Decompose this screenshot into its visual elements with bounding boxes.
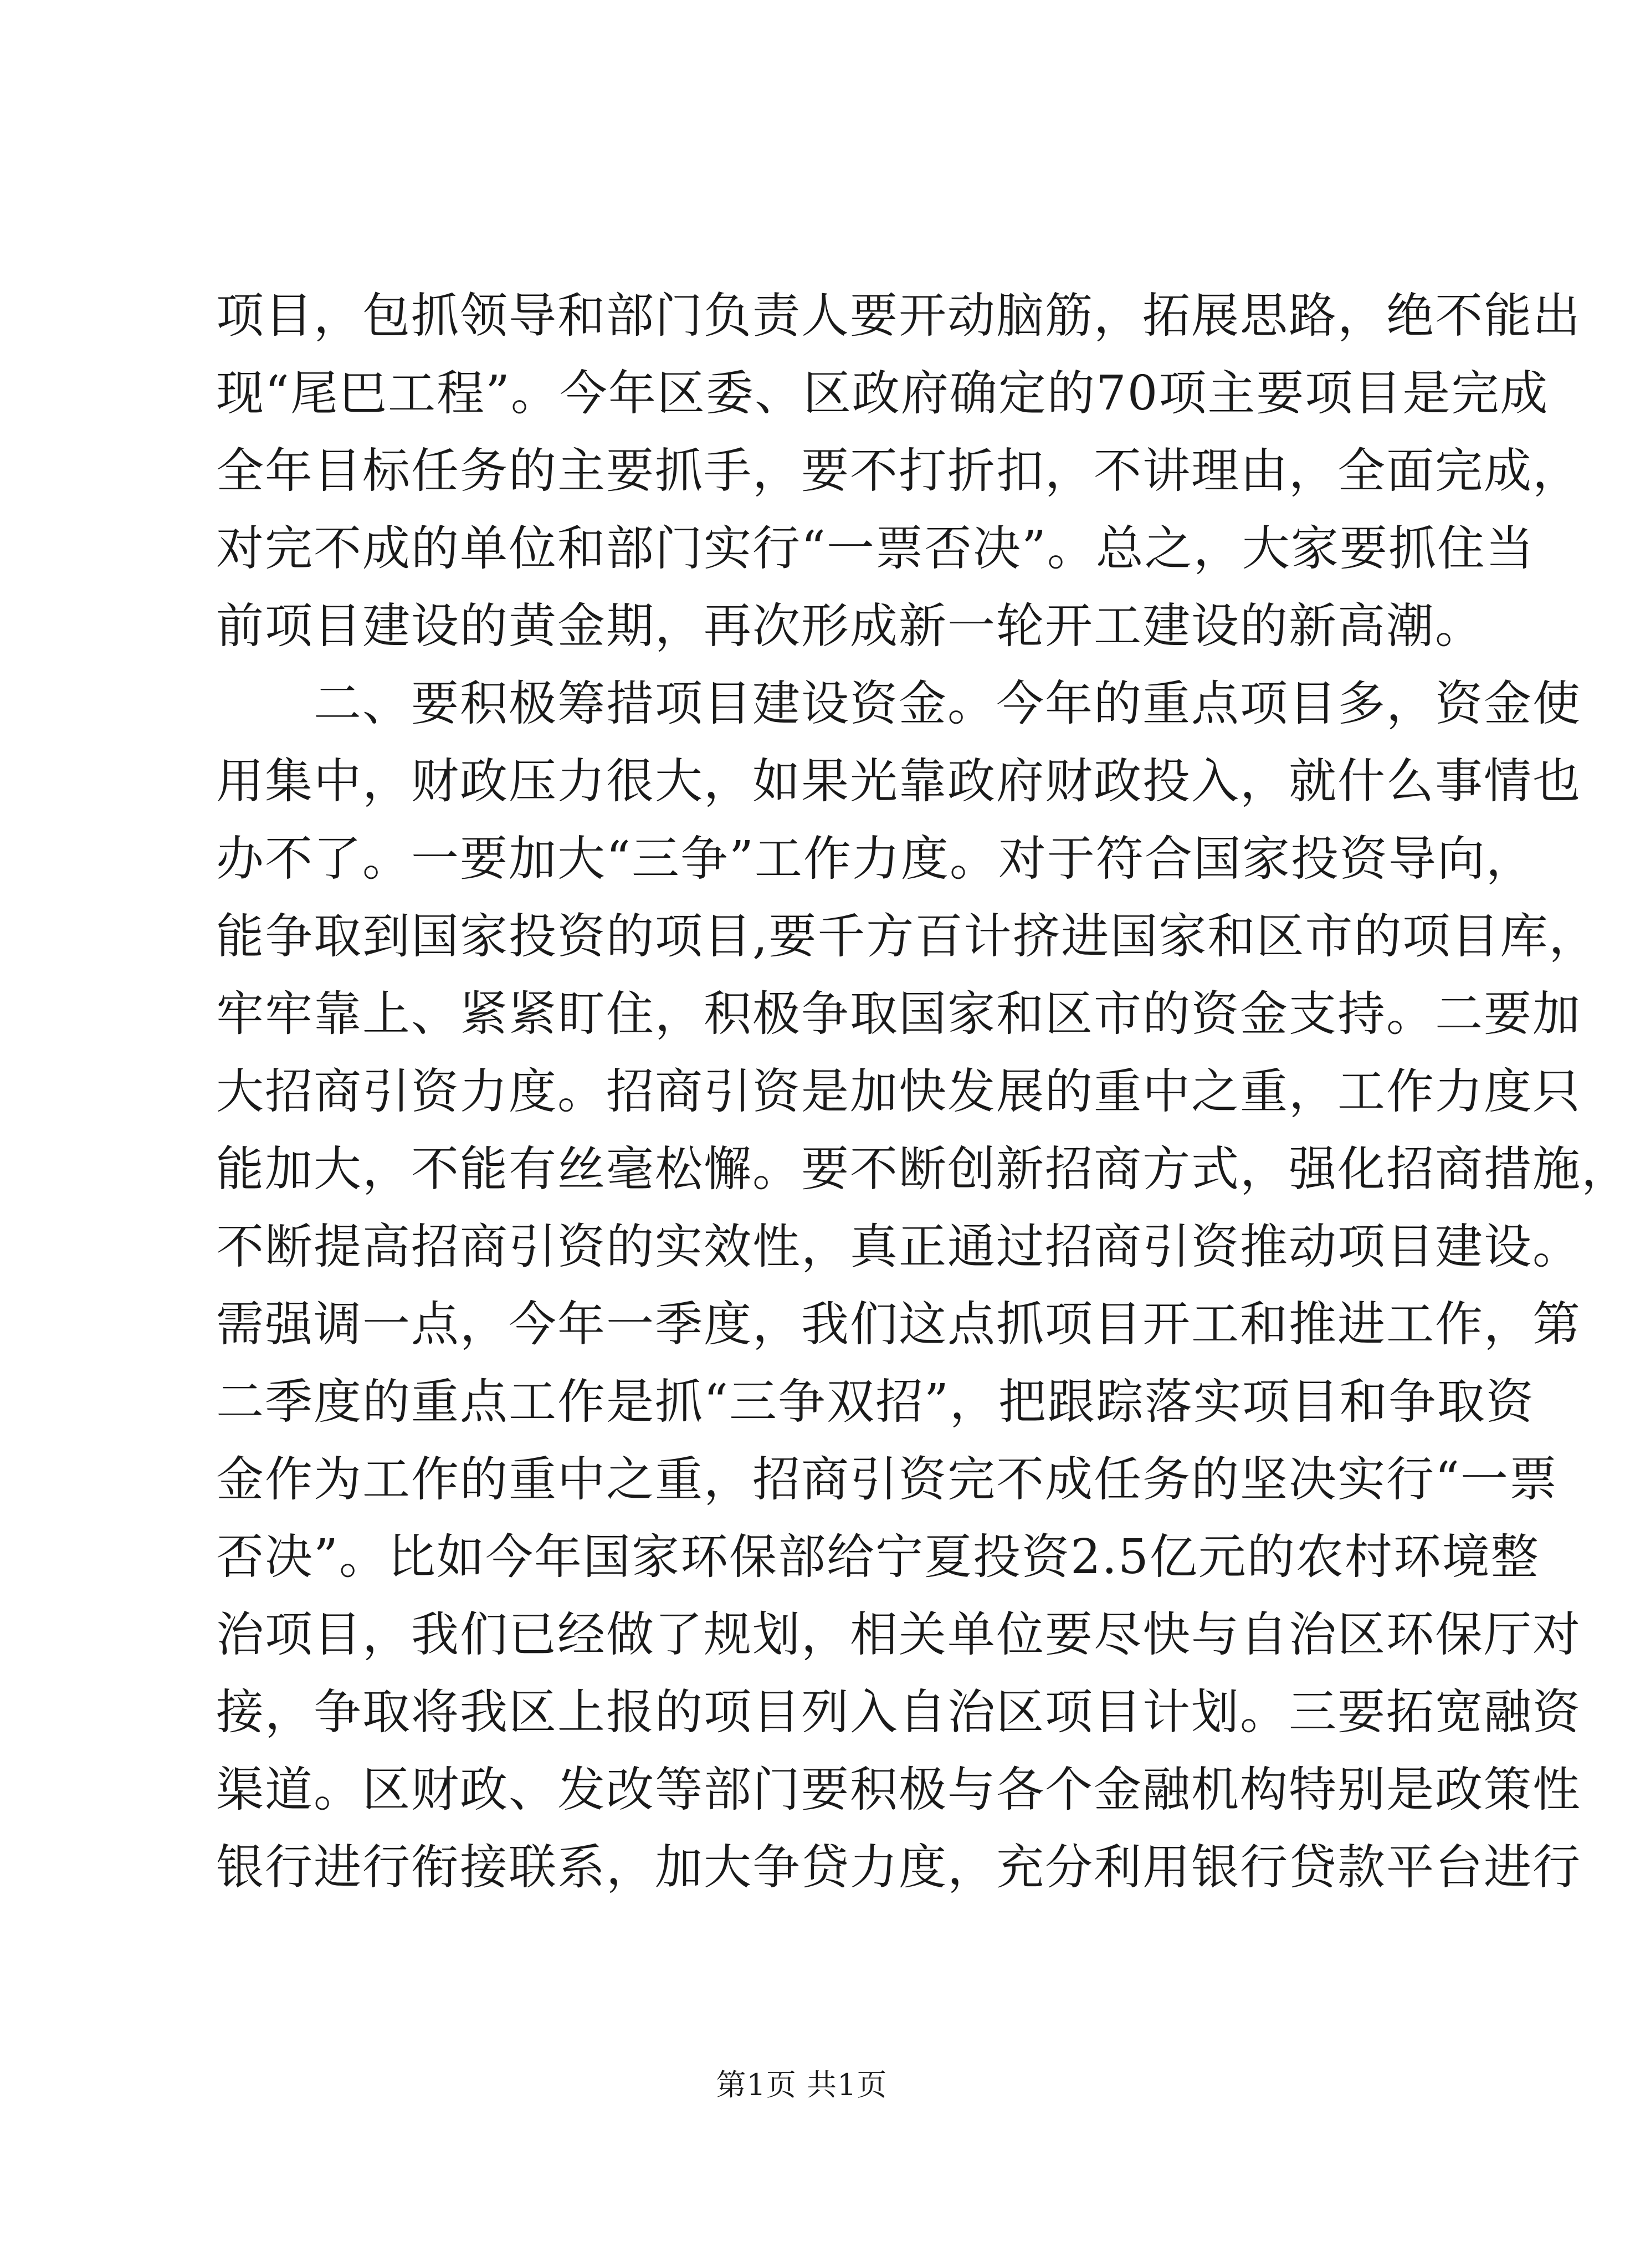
text-line: 全年目标任务的主要抓手，要不打折扣，不讲理由，全面完成，	[216, 443, 1581, 499]
text-line: 二季度的重点工作是抓“三争双招”，把跟踪落实项目和争取资	[216, 1374, 1535, 1430]
text-line: 办不了。一要加大“三争”工作力度。对于符合国家投资导向，	[216, 831, 1535, 887]
text-line: 否决”。比如今年国家环保部给宁夏投资2.5亿元的农村环境整	[216, 1529, 1540, 1585]
text-line: 二、要积极筹措项目建设资金。今年的重点项目多，资金使	[216, 676, 1581, 731]
text-line: 大招商引资力度。招商引资是加快发展的重中之重，工作力度只	[216, 1064, 1581, 1119]
text-line: 治项目，我们已经做了规划，相关单位要尽快与自治区环保厅对	[216, 1607, 1581, 1662]
text-line: 项目，包抓领导和部门负责人要开动脑筋，拓展思路，绝不能出	[216, 288, 1581, 344]
text-line: 金作为工作的重中之重，招商引资完不成任务的坚决实行“一票	[216, 1452, 1558, 1507]
text-line: 银行进行衔接联系，加大争贷力度，充分利用银行贷款平台进行	[216, 1840, 1581, 1895]
text-line: 牢牢靠上、紧紧盯住，积极争取国家和区市的资金支持。二要加	[216, 986, 1581, 1042]
text-line: 不断提高招商引资的实效性，真正通过招商引资推动项目建设。	[216, 1219, 1581, 1274]
text-line: 能加大，不能有丝毫松懈。要不断创新招商方式，强化招商措施，	[216, 1141, 1630, 1197]
text-line: 需强调一点，今年一季度，我们这点抓项目开工和推进工作，第	[216, 1297, 1581, 1352]
text-line: 接，争取将我区上报的项目列入自治区项目计划。三要拓宽融资	[216, 1685, 1581, 1740]
text-line: 对完不成的单位和部门实行“一票否决”。总之，大家要抓住当	[216, 521, 1535, 576]
page-footer: 第1页 共1页	[716, 2067, 888, 2102]
text-line: 能争取到国家投资的项目,要千方百计挤进国家和区市的项目库，	[216, 909, 1598, 964]
document-body	[216, 277, 1630, 1906]
text-line: 前项目建设的黄金期，再次形成新一轮开工建设的新高潮。	[216, 598, 1484, 654]
text-line: 现“尾巴工程”。今年区委、区政府确定的70项主要项目是完成	[216, 366, 1549, 421]
text-line: 用集中，财政压力很大，如果光靠政府财政投入，就什么事情也	[216, 754, 1581, 809]
text-line: 渠道。区财政、发改等部门要积极与各个金融机构特别是政策性	[216, 1762, 1581, 1818]
